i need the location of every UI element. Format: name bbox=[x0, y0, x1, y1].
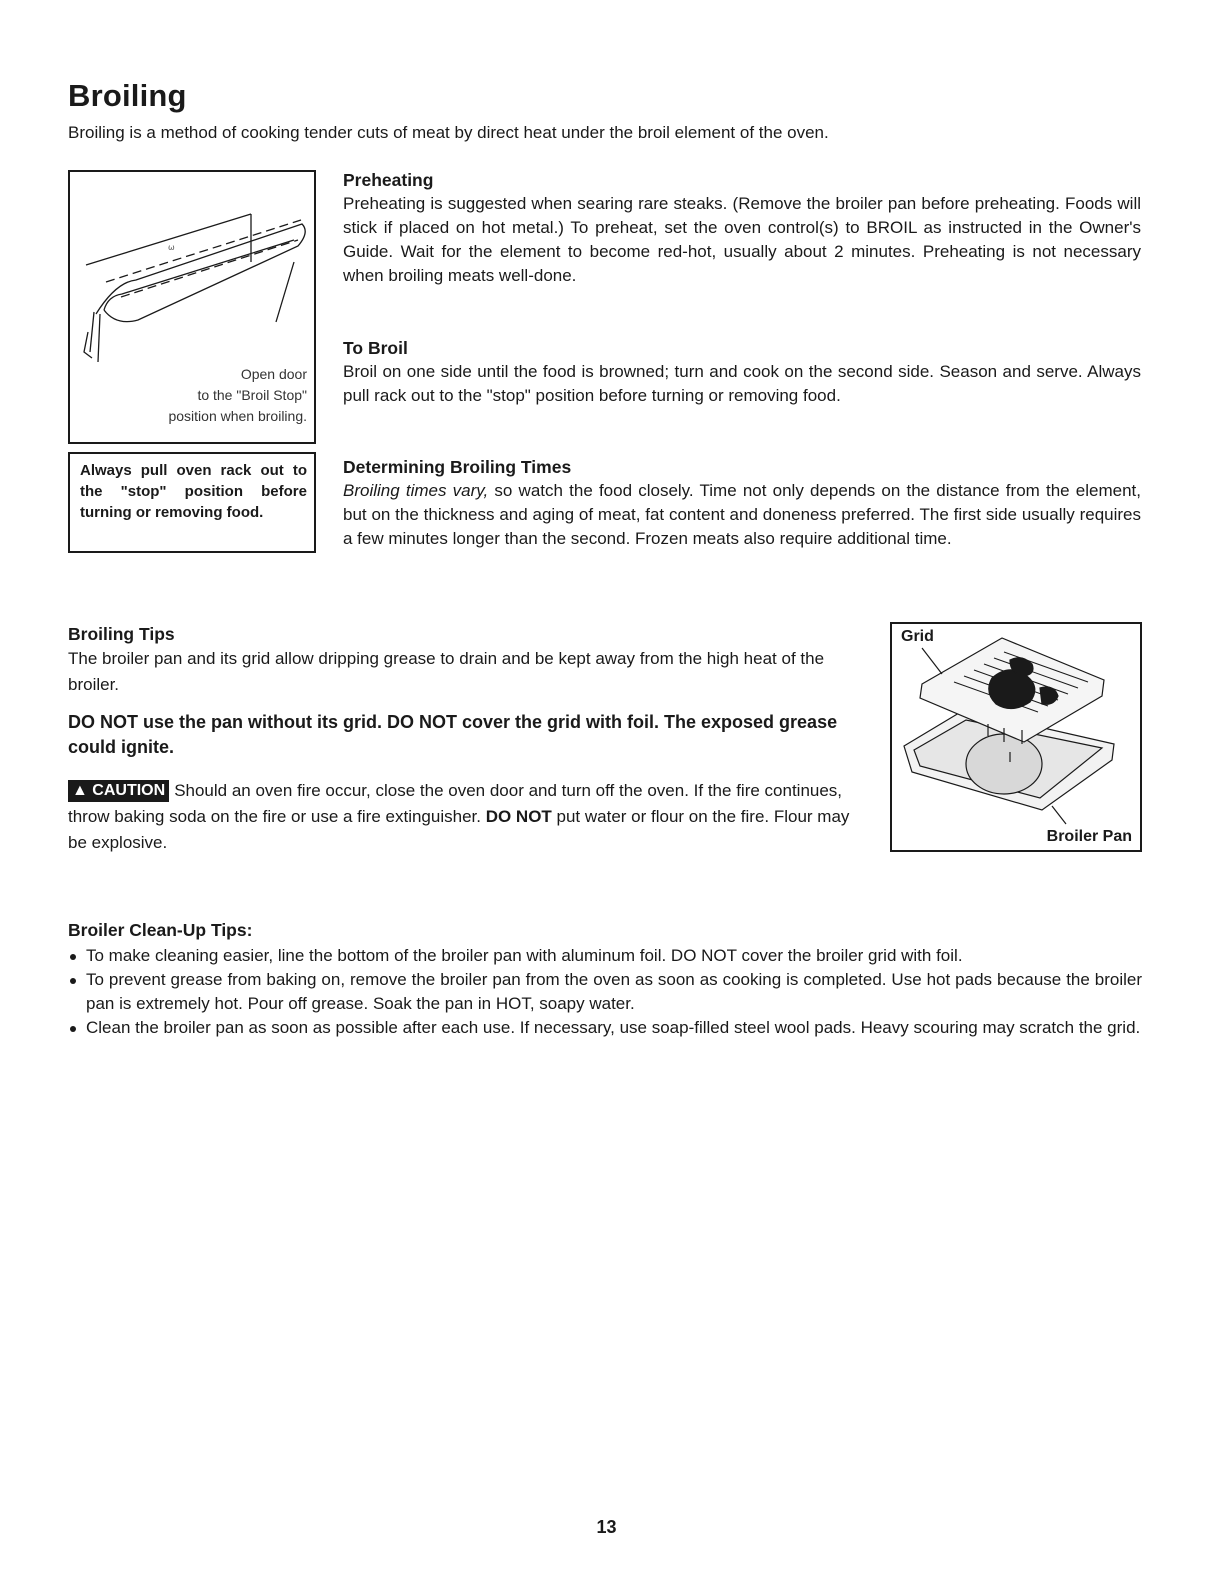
caption-line: Open door bbox=[240, 366, 307, 382]
list-item: Clean the broiler pan as soon as possible after each use. If necessary, use soap-filled steel wool pads. Heavy scouring may scratch the grid. bbox=[68, 1016, 1142, 1040]
broiling-tips-section bbox=[68, 622, 868, 856]
warning-triangle-icon: ▲ bbox=[72, 782, 88, 799]
grid-label: Grid bbox=[901, 628, 934, 645]
oven-door-figure bbox=[68, 170, 316, 444]
list-item: To prevent grease from baking on, remove the broiler pan from the oven as soon as cooking is completed. Use hot pads because the broiler pan is extremely hot. Pour off grease. Soak the pan in HOT, soapy water. bbox=[68, 968, 1142, 1016]
caution-label: CAUTION bbox=[92, 782, 166, 799]
preheating-section bbox=[343, 168, 1141, 288]
broiler-pan-illustration bbox=[892, 624, 1140, 850]
list-item: To make cleaning easier, line the bottom of the broiler pan with aluminum foil. DO NOT cover the broiler grid with foil. bbox=[68, 944, 1142, 968]
caution-bold: DO NOT bbox=[485, 807, 552, 826]
section-text: The broiler pan and its grid allow dripping grease to drain and be kept away from the high heat of the broiler. bbox=[68, 649, 825, 694]
section-text: Broil on one side until the food is browned; turn and cook on the second side. Season and serve. Always pull rack out to the "stop" position before turning or removing food. bbox=[343, 362, 1141, 405]
rack-warning-box: Always pull oven rack out to the "stop" position before turning or removing food. bbox=[68, 452, 316, 553]
oven-door-illustration bbox=[76, 202, 312, 362]
section-heading: Broiler Clean-Up Tips: bbox=[68, 920, 253, 940]
caution-badge bbox=[68, 780, 169, 802]
section-heading: Broiling Tips bbox=[68, 624, 175, 644]
section-text-body: so watch the food closely. Time not only depends on the distance from the element, but on the thickness and aging of meat, fat content and doneness preferred. The first side usually requires a few minutes longer than the second. Frozen meats also require additional time. bbox=[343, 481, 1141, 548]
page-number: 13 bbox=[596, 1517, 617, 1537]
cleanup-list bbox=[68, 944, 1142, 1040]
section-text: Preheating is suggested when searing rare steaks. (Remove the broiler pan before preheating. Foods will stick if placed on hot metal.) To preheat, set the oven control(s) to BROIL as instructed in the Owner's Guide. Wait for the element to become red-hot, usually about 2 minutes. Preheating is not necessary when broiling meats well-done. bbox=[343, 194, 1141, 285]
cleanup-section bbox=[68, 918, 1142, 1040]
page-title: Broiling bbox=[68, 78, 187, 113]
caption-line: position when broiling. bbox=[168, 408, 307, 424]
caution-text-end: put water or flour on the fire. Flour may be explosive. bbox=[68, 807, 850, 852]
caption-line: to the "Broil Stop" bbox=[197, 387, 307, 403]
broiler-pan-label: Broiler Pan bbox=[1046, 828, 1132, 845]
section-heading: Preheating bbox=[343, 170, 434, 190]
grid-warning: DO NOT use the pan without its grid. DO NOT cover the grid with foil. The exposed grease could ignite. bbox=[68, 712, 838, 757]
italic-lead: Broiling times vary, bbox=[343, 481, 489, 500]
broiler-pan-figure bbox=[890, 622, 1142, 852]
to-broil-section bbox=[343, 336, 1141, 408]
svg-text:ω: ω bbox=[168, 243, 175, 252]
caution-text: Should an oven fire occur, close the oven door and turn off the oven. If the fire continues, throw baking soda on the fire or use a fire extinguisher. bbox=[68, 781, 843, 826]
broiling-times-section bbox=[343, 455, 1141, 551]
section-heading: To Broil bbox=[343, 338, 408, 358]
intro-text: Broiling is a method of cooking tender cuts of meat by direct heat under the broil element of the oven. bbox=[68, 123, 829, 142]
caution-paragraph bbox=[68, 778, 868, 856]
door-caption bbox=[87, 364, 307, 427]
section-text bbox=[343, 479, 1141, 551]
section-heading: Determining Broiling Times bbox=[343, 457, 572, 477]
